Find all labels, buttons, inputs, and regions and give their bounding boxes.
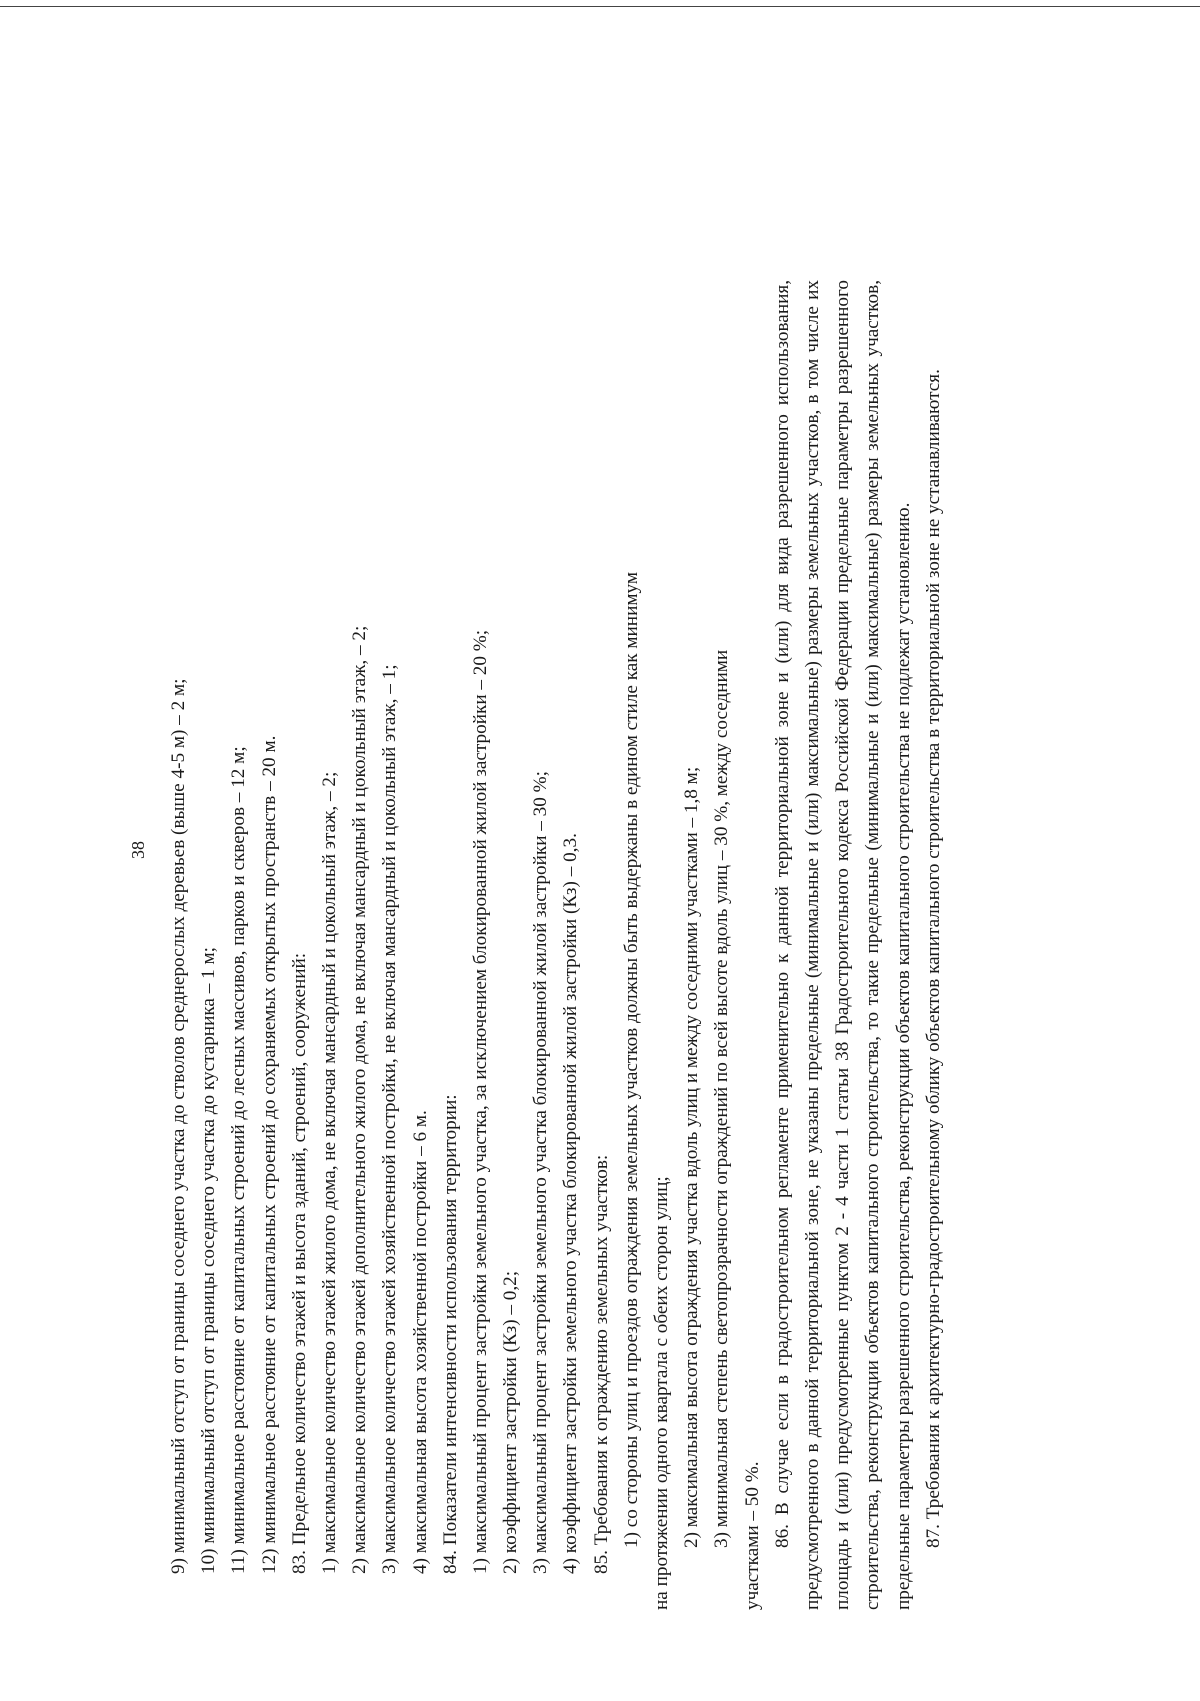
- clause-83-item-1: 1) максимальное количество этажей жилого дома, не включая мансардный и цокольный этаж, – 2;: [318, 771, 340, 1574]
- clause-85-item-1-line-1: 1) со стороны улиц и проездов ограждения земельных участков должны быть выдержаны в едином стиле как минимум: [620, 572, 642, 1548]
- rotated-content: [128, 90, 1200, 1610]
- list-item-12: 12) минимальное расстояние от капитальных строений до сохраняемых открытых пространств – 20 м.: [258, 735, 280, 1574]
- clause-84-item-4: 4) коэффициент застройки земельного участка блокированной жилой застройки (Кз) – 0,3.: [560, 833, 582, 1574]
- document-text: [164, 280, 949, 1610]
- clause-84-item-1: 1) максимальный процент застройки земельного участка, за исключением блокированной жилой застройки – 20 %;: [469, 629, 491, 1574]
- scan-edge-line: [0, 6, 1200, 7]
- clause-84-item-3: 3) максимальный процент застройки земельного участка блокированной жилой застройки – 30 %;: [530, 771, 552, 1574]
- clause-85-heading: 85. Требования к ограждению земельных участков:: [590, 1154, 612, 1574]
- clause-85-item-1-line-2: на протяжении одного квартала с обеих сторон улиц;: [651, 1176, 672, 1610]
- clause-83-item-4: 4) максимальная высота хозяйственной постройки – 6 м.: [409, 1110, 431, 1574]
- clause-87-paragraph: 87. Требования к архитектурно-градостроительному облику объектов капитального строительства в территориальной зоне не устанавливаются.: [922, 369, 944, 1548]
- clause-84-heading: 84. Показатели интенсивности использования территории:: [439, 1094, 461, 1574]
- clause-85-item-2: 2) максимальная высота ограждения участка вдоль улиц и между соседними участками – 1,8 м;: [681, 766, 703, 1548]
- clause-86-paragraph: 86. В случае если в градостроительном регламенте применительно к данной территориальной зоне и (или) для вида разрешенного использования, предусмотренного в данной территориальной зоне, не указаны предельные (минимальные и (или) максимальные) размеры земельных участков, в том числе их площадь и (или) предусмотренные пунктом 2 - 4 части 1 статьи 38 Градостроительного кодекса Российской Федерации предельные параметры разрешенного строительства, реконструкции объектов капитального строительства, то такие предельные (минимальные и (или) максимальные) размеры земельных участков, предельные параметры разрешенного строительства, реконструкции объектов капитального строительства не подлежат установлению.: [771, 280, 914, 1610]
- list-item-9: 9) минимальный отступ от границы соседнего участка до стволов среднерослых деревьев (выше 4-5 м) – 2 м;: [168, 678, 189, 1574]
- page-number: 38: [128, 841, 148, 859]
- clause-83-item-3: 3) максимальное количество этажей хозяйственной постройки, не включая мансардный и цокольный этаж, – 1;: [379, 664, 401, 1574]
- clause-85-item-3-line-2: участками – 50 %.: [741, 1461, 763, 1610]
- list-item-11: 11) минимальное расстояние от капитальных строений до лесных массивов, парков и скверов – 12 м;: [228, 746, 250, 1574]
- list-item-10: 10) минимальный отступ от границы соседнего участка до кустарника – 1 м;: [198, 947, 220, 1574]
- clause-85-item-3-line-1: 3) минимальная степень светопрозрачности ограждений по всей высоте вдоль улиц – 30 %, между соседними: [711, 649, 733, 1548]
- clause-84-item-2: 2) коэффициент застройки (Кз) – 0,2;: [500, 1270, 522, 1574]
- clause-83-heading: 83. Предельное количество этажей и высота зданий, строений, сооружений:: [288, 952, 310, 1574]
- clause-83-item-2: 2) максимальное количество этажей дополнительного жилого дома, не включая мансардный и цокольный этаж, – 2;: [349, 625, 371, 1574]
